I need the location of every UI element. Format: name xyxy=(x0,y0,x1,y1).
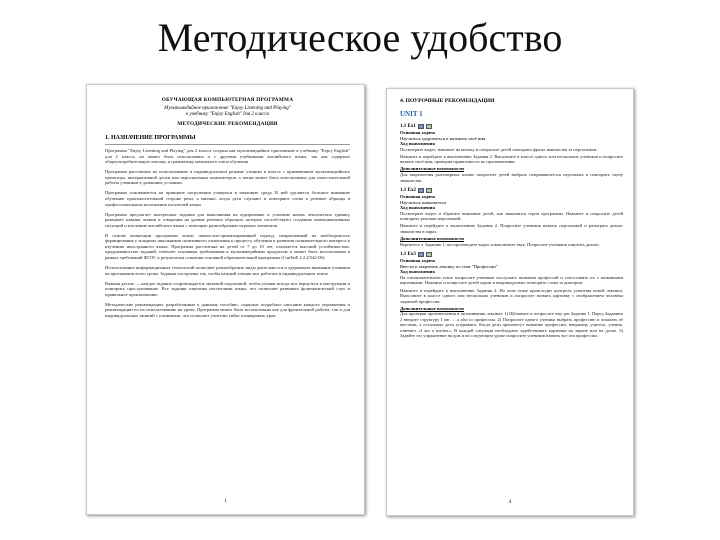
exercise-id: 1.1 Ex1 xyxy=(400,124,416,129)
paragraph: Важная деталь — каждое задание сопровождается звуковой подсказкой, чтобы ученик всегда мог вернуться к инструкции и повторить прослушивание. Все задания озвучены носителями языка, что позволяет развивать фонематический слух и правильное произношение. xyxy=(105,280,350,297)
exercise-line: Вернитесь к Заданию 1, воспроизведите видео и выключите звук. Попросите учеников озвучить диалог. xyxy=(400,241,600,247)
task-label: Основная задача xyxy=(400,194,435,200)
program-subtitle-2: к учебнику "Enjoy English" для 2 класса xyxy=(185,112,270,117)
extra-label: Дополнительные возможности xyxy=(400,166,464,172)
exercise-line: Для закрепления разговорных клише попросите детей выбрать понравившегося персонажа и повторить сцену знакомства. xyxy=(400,172,623,183)
exercise-block xyxy=(400,123,623,183)
course-label: Ход выполнения xyxy=(400,269,435,275)
exercise-line: Нажмите и перейдите к выполнению Задания 2. Попросите учеников назвать персонажей и разыграть диалог знакомства в парах. xyxy=(400,223,623,234)
unit-heading: UNIT 1 xyxy=(400,110,423,118)
program-subtitle-1: Мультимедийное приложение "Enjoy Listening and Playing" xyxy=(164,105,291,111)
task-label: Основная задача xyxy=(400,130,435,135)
exercise-line: Нажмите и перейдите к выполнению Задания 2. На этом этапе происходит контроль усвоения новой лексики. Выполните в классе одного или нескольких учеников и попросите назвать картинку с изображением человека заданной профессии. xyxy=(400,287,623,304)
task-text: Научиться здороваться и называть своё имя xyxy=(400,135,486,141)
paragraph: Программа "Enjoy Listening and Playing" для 2 класса создана как мультимедийное приложение к учебнику "Enjoy English" для 2 класса, но может быть использована и с другими учебниками английского языка, так как содержит общеупотребительную лексику и грамматику начального этапа обучения. xyxy=(105,148,350,165)
picture-icon xyxy=(426,124,432,129)
picture-icon xyxy=(426,188,432,193)
exercise-block xyxy=(400,187,623,247)
picture-icon xyxy=(426,252,432,257)
exercise-line: Посмотрите видео, нажмите на кнопку и попросите детей повторить фразы знакомства за персонажем. xyxy=(400,146,598,152)
paragraph: В основе концепции программы лежит личностно-ориентированный подход, направленный на необходимость формирования у младших школьников позитивного отношения к процессу обучения и развития познавательного интереса к изучению иностранного языка. Программа рассчитана на детей от 7 до 10 лет, отличается высокой устойчивостью, продуманностью заданий, отвечает основным требованиям к мультимедийным продуктам и может быть использована в рамках требований ФГОС к результатам освоения основной образовательной программы (CanEnE 2.2.2/542-06). xyxy=(105,232,350,261)
paragraph: Программа рассчитана на использование в индивидуальном режиме ученика в классе с применением мультимедийного проектора, интерактивной доски или персональных компьютеров, а также может быть использована для самостоятельной работы учеников в домашних условиях. xyxy=(105,169,350,186)
paragraph: Программа основывается на принципе погружения учащихся в языковую среду. В ней уделяется большое внимание обучению произносительной стороне речи, а именно, когда дети слушают и повторяют слова и речевые образцы в профессиональном исполнении носителей языка. xyxy=(105,190,350,207)
exercise-line: Для проверки произношения и запоминания лексики: 1) Щёлкните и попросите еще раз Задание 1. Перед Заданием 2 введите структуру I am … а also to профессия. 2) Попросите одного ученика выбрать профессию и показать её жестами, а остальные дети угадывают. Когда дети произнесут название профессии, например, учитель, ученик, отвечает «I am a teacher». В каждой ситуации необходимо задействовать картинки на экране или на доске. 3) Задайте это упражнение на дом и на следующем уроке попросите учеников назвать все эти профессии. xyxy=(400,311,623,339)
course-label: Ход выполнения xyxy=(400,141,435,147)
document-page-left xyxy=(86,84,365,515)
paragraph: Использование информационных технологий позволяет разнообразить виды деятельности и удерживать внимание учеников на протяжении всего урока. Задания построены так, чтобы каждый ученик мог работать в индивидуальном темпе. xyxy=(105,265,350,276)
exercise-block xyxy=(400,251,623,339)
method-heading: МЕТОДИЧЕСКИЕ РЕКОМЕНДАЦИИ xyxy=(177,121,278,128)
paragraph: Программа предлагает интересные задания для выполнения на аудирование и усвоение новых лексических единиц, развивает навыки чтения и говорения на уровне речевых образцов, которые способствуют созданию коммуникативных ситуаций и изучению английского языка с помощью разнообразных игровых элементов. xyxy=(105,211,350,228)
task-label: Основная задача xyxy=(400,258,435,264)
slide-title: Методическое удобство xyxy=(157,15,563,60)
exercise-id: 1.1 Ex3 xyxy=(400,252,416,258)
program-heading: ОБУЧАЮЩАЯ КОМПЬЮТЕРНАЯ ПРОГРАММА xyxy=(161,97,294,103)
task-text: Ввести и закрепить лексику по теме "Профессии" xyxy=(400,263,498,269)
exercise-line: Посмотрите видео и обратите внимание детей, как знакомятся герои программы. Нажмите и попросите детей повторить реплики персонажей. xyxy=(400,210,623,222)
document-page-right xyxy=(386,88,634,516)
monitor-icon xyxy=(418,252,424,257)
course-label: Ход выполнения xyxy=(400,205,435,211)
page-number: 4 xyxy=(508,500,512,505)
exercise-id: 1.1 Ex2 xyxy=(400,188,416,194)
task-text: Научиться знакомиться xyxy=(400,199,446,205)
monitor-icon xyxy=(418,124,424,129)
monitor-icon xyxy=(418,188,424,193)
exercise-line: На ознакомительном этапе попросите учеников послушать названия профессий и сопоставить их с названиями картинками. Нажмите и попросите детей хором и индивидуально повторить слова за диктором. xyxy=(400,274,623,286)
paragraph: Методические рекомендации, разработанные к данному пособию, содержат подробное описание каждого упражнения и рекомендации по их использованию на уроке. Программа может быть использована как для фронтальной работы, так и для индивидуальных занятий с учениками, что позволяет учителю гибко планировать урок. xyxy=(105,301,350,318)
extra-label: Дополнительные возможности xyxy=(400,305,464,311)
section-heading: 1. НАЗНАЧЕНИЕ ПРОГРАММЫ xyxy=(105,134,350,145)
section-heading: 4. ПОУРОЧНЫЕ РЕКОМЕНДАЦИИ xyxy=(400,98,495,104)
extra-label: Дополнительные возможности xyxy=(400,236,464,242)
exercise-line: Нажмите и перейдите к выполнению Задания 2. Выполните в классе одного или нескольких учеников и попросите назвать своё имя, проверив правильность их произношения. xyxy=(400,153,623,165)
page-number: 1 xyxy=(224,499,227,504)
